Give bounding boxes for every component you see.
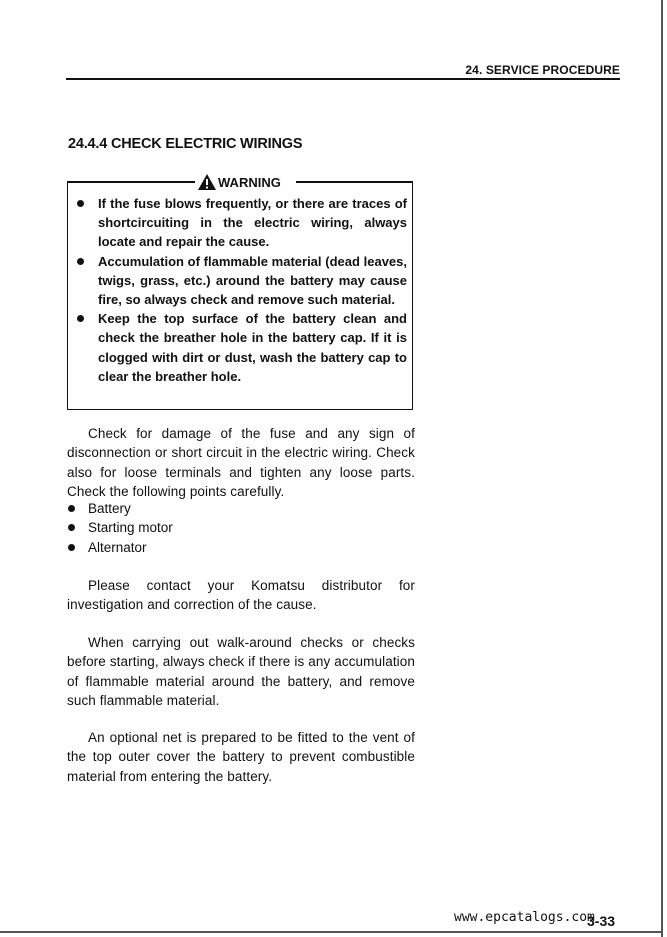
paragraph-3: [67, 633, 415, 711]
warning-item: [77, 194, 407, 252]
section-title: 24.4.4 CHECK ELECTRIC WIRINGS: [68, 136, 303, 152]
warning-top-rule-right: [296, 181, 413, 183]
paragraph-4: [67, 728, 415, 786]
bullet-icon: [68, 524, 75, 531]
warning-item-text: Keep the top surface of the battery clean and check the breather hole in the battery cap. If it is clogged with dirt or dust, wash the battery cap to clear the breather hole.: [98, 311, 407, 384]
warning-item-text: Accumulation of flammable material (dead leaves, twigs, grass, etc.) around the battery may cause fire, so always check and remove such material.: [98, 253, 407, 308]
warning-item: [77, 309, 407, 386]
list-item: [67, 538, 367, 557]
page-edge-right: [661, 0, 663, 937]
warning-heading: [195, 172, 283, 192]
running-header: 24. SERVICE PROCEDURE: [465, 63, 620, 77]
warning-triangle-icon: [197, 173, 217, 191]
bullet-icon: [77, 258, 84, 265]
page-edge-bottom: [0, 931, 663, 933]
watermark-site: www.epcatalogs.com: [454, 910, 595, 925]
bullet-icon: [68, 544, 75, 551]
header-rule: [66, 78, 620, 80]
paragraph-4-text: An optional net is prepared to be fitted to the vent of the top outer cover the battery to prevent combustible material from entering the battery.: [67, 730, 415, 784]
warning-item: [77, 252, 407, 310]
page-number: 3-33: [587, 913, 616, 929]
bullet-icon: [68, 505, 75, 512]
paragraph-2: [67, 576, 415, 615]
paragraph-3-text: When carrying out walk-around checks or checks before starting, always check if there is any accumulation of flammable material around the battery, and remove such flammable material.: [67, 635, 415, 709]
paragraph-2-text: Please contact your Komatsu distributor for investigation and correction of the cause.: [67, 578, 415, 613]
warning-item-text: If the fuse blows frequently, or there are traces of shortcircuiting in the electric wiring, always locate and repair the cause.: [98, 196, 407, 250]
warning-list: [77, 194, 407, 386]
bullet-icon: [77, 200, 84, 207]
list-item: [67, 499, 367, 518]
bullet-icon: [77, 315, 84, 322]
paragraph-1: [67, 424, 415, 502]
list-item-text: Alternator: [88, 539, 147, 555]
paragraph-1-text: Check for damage of the fuse and any sign of disconnection or short circuit in the electric wiring. Check also for loose terminals and tighten any loose parts. Check the following points carefully.: [67, 426, 415, 500]
warning-label: WARNING: [218, 174, 281, 190]
check-points-list: [67, 499, 367, 557]
warning-top-rule-left: [67, 181, 197, 183]
list-item-text: Battery: [88, 501, 131, 516]
list-item-text: Starting motor: [88, 520, 173, 536]
list-item: [67, 518, 367, 537]
